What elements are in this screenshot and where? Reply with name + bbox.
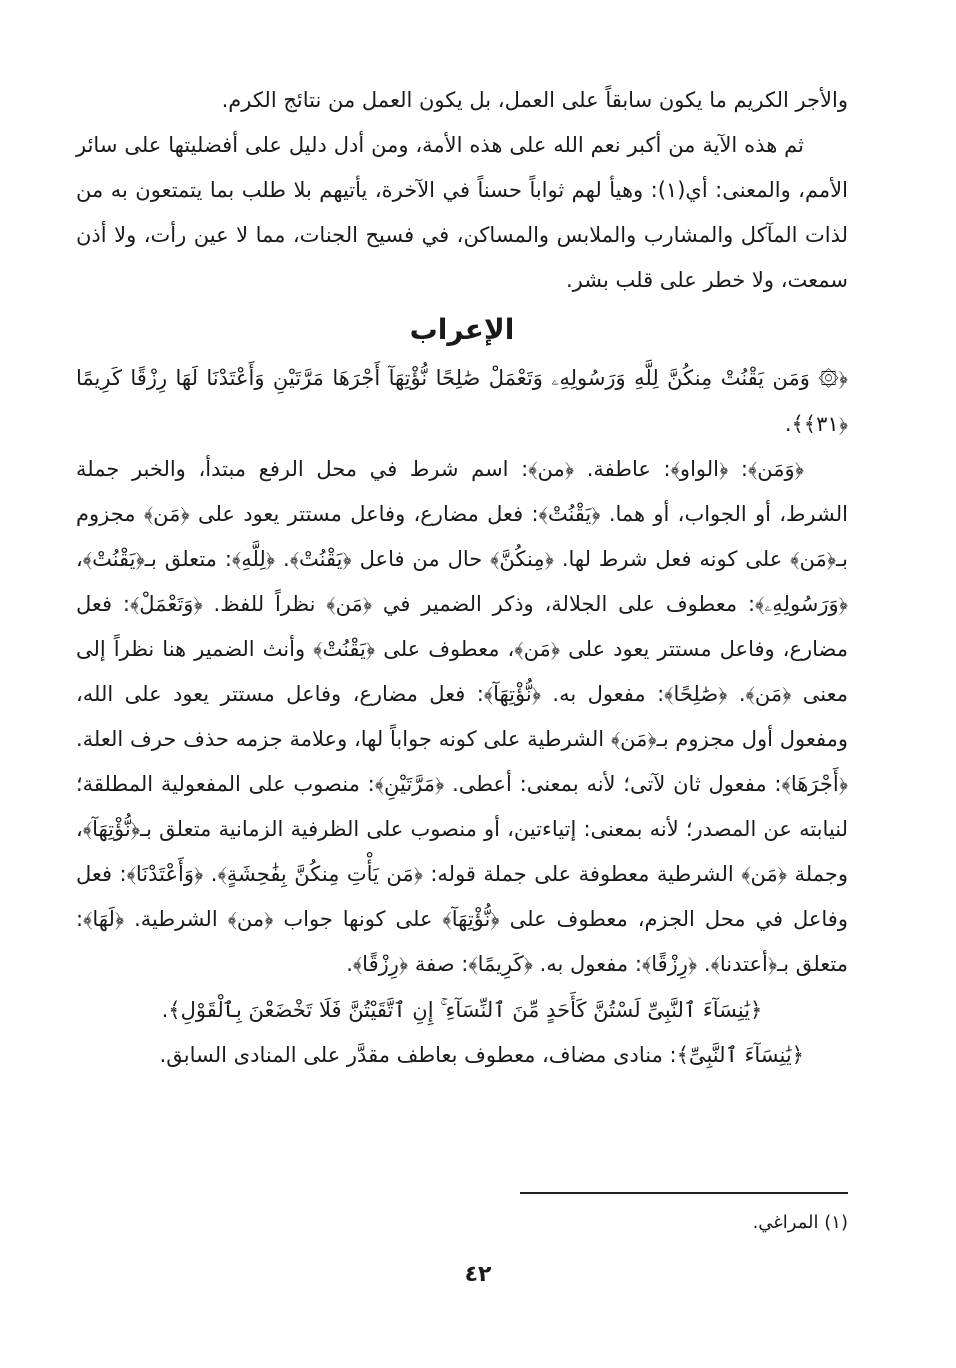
page-number: ٤٢	[464, 1262, 492, 1287]
intro-paragraph-1: والأجر الكريم ما يكون سابقاً على العمل، بل يكون العمل من نتائج الكرم.	[221, 88, 848, 112]
page-body	[76, 78, 848, 1078]
irab-last-paragraph: ﴿يَٰنِسَآءَ ٱلنَّبِىِّ﴾: منادى مضاف، معطوف بعاطف مقدَّر على المنادى السابق.	[159, 1043, 804, 1067]
section-heading: الإعراب	[409, 313, 515, 346]
footnote: (١) المراغي.	[752, 1212, 848, 1233]
quran-verse-31: ﴿۞ وَمَن يَقْنُتْ مِنكُنَّ لِلَّهِ وَرَسُولِهِۦ وَتَعْمَلْ صَٰلِحًا نُّؤْتِهَآ أَجْرَهَا مَرَّتَيْنِ وَأَعْتَدْنَا لَهَا رِزْقًا كَرِيمًا ﴿٣١﴾﴾.	[76, 366, 848, 436]
irab-paragraph: ﴿وَمَن﴾: ﴿الواو﴾: عاطفة. ﴿من﴾: اسم شرط في محل الرفع مبتدأ، والخبر جملة الشرط، أو الجواب، أو هما. ﴿يَقْنُتْ﴾: فعل مضارع، وفاعل مستتر يعود على ﴿مَن﴾ مجزوم بـ﴿مَن﴾ على كونه فعل شرط لها. ﴿مِنكُنَّ﴾ حال من فاعل ﴿يَقْنُتْ﴾. ﴿لِلَّهِ﴾: متعلق بـ﴿يَقْنُتْ﴾، ﴿وَرَسُولِهِۦ﴾: معطوف على الجلالة، وذكر الضمير في ﴿مَن﴾ نظراً للفظ. ﴿وَتَعْمَلْ﴾: فعل مضارع، وفاعل مستتر يعود على ﴿مَن﴾، معطوف على ﴿يَقْنُتْ﴾ وأنث الضمير هنا نظراً إلى معنى ﴿مَن﴾. ﴿صَٰلِحًا﴾: مفعول به. ﴿نُّؤْتِهَآ﴾: فعل مضارع، وفاعل مستتر يعود على الله، ومفعول أول مجزوم بـ﴿مَن﴾ الشرطية على كونه جواباً لها، وعلامة جزمه حذف حرف العلة. ﴿أَجْرَهَا﴾: مفعول ثان لآتى؛ لأنه بمعنى: أعطى. ﴿مَرَّتَيْنِ﴾: منصوب على المفعولية المطلقة؛ لنيابته عن المصدر؛ لأنه بمعنى: إتياءتين، أو منصوب على الظرفية الزمانية متعلق بـ﴿نُّؤْتِهَآ﴾، وجملة ﴿مَن﴾ الشرطية معطوفة على جملة قوله: ﴿مَن يَأْتِ مِنكُنَّ بِفَٰحِشَةٍ﴾. ﴿وَأَعْتَدْنَا﴾: فعل وفاعل في محل الجزم، معطوف على ﴿نُّؤْتِهَآ﴾ على كونها جواب ﴿من﴾ الشرطية. ﴿لَهَا﴾: متعلق بـ﴿أعتدنا﴾. ﴿رِزْقًا﴾: مفعول به. ﴿كَرِيمًا﴾: صفة ﴿رِزْقًا﴾.	[76, 457, 848, 976]
quran-verse-32: ﴿يَٰنِسَآءَ ٱلنَّبِىِّ لَسْتُنَّ كَأَحَدٍ مِّنَ ٱلنِّسَآءِ ۚ إِنِ ٱتَّقَيْتُنَّ فَلَا تَخْضَعْنَ بِٱلْقَوْلِ﴾.	[161, 998, 763, 1022]
footnote-divider	[520, 1192, 848, 1194]
intro-paragraph-2: ثم هذه الآية من أكبر نعم الله على هذه الأمة، ومن أدل دليل على أفضليتها على سائر الأمم، والمعنى: أي(١): وهيأ لهم ثواباً حسناً في الآخرة، يأتيهم بلا طلب بما يتمتعون به من لذات المآكل والمشارب والملابس والمساكن، في فسيح الجنات، مما لا عين رأت، ولا أذن سمعت، ولا خطر على قلب بشر.	[76, 133, 848, 292]
